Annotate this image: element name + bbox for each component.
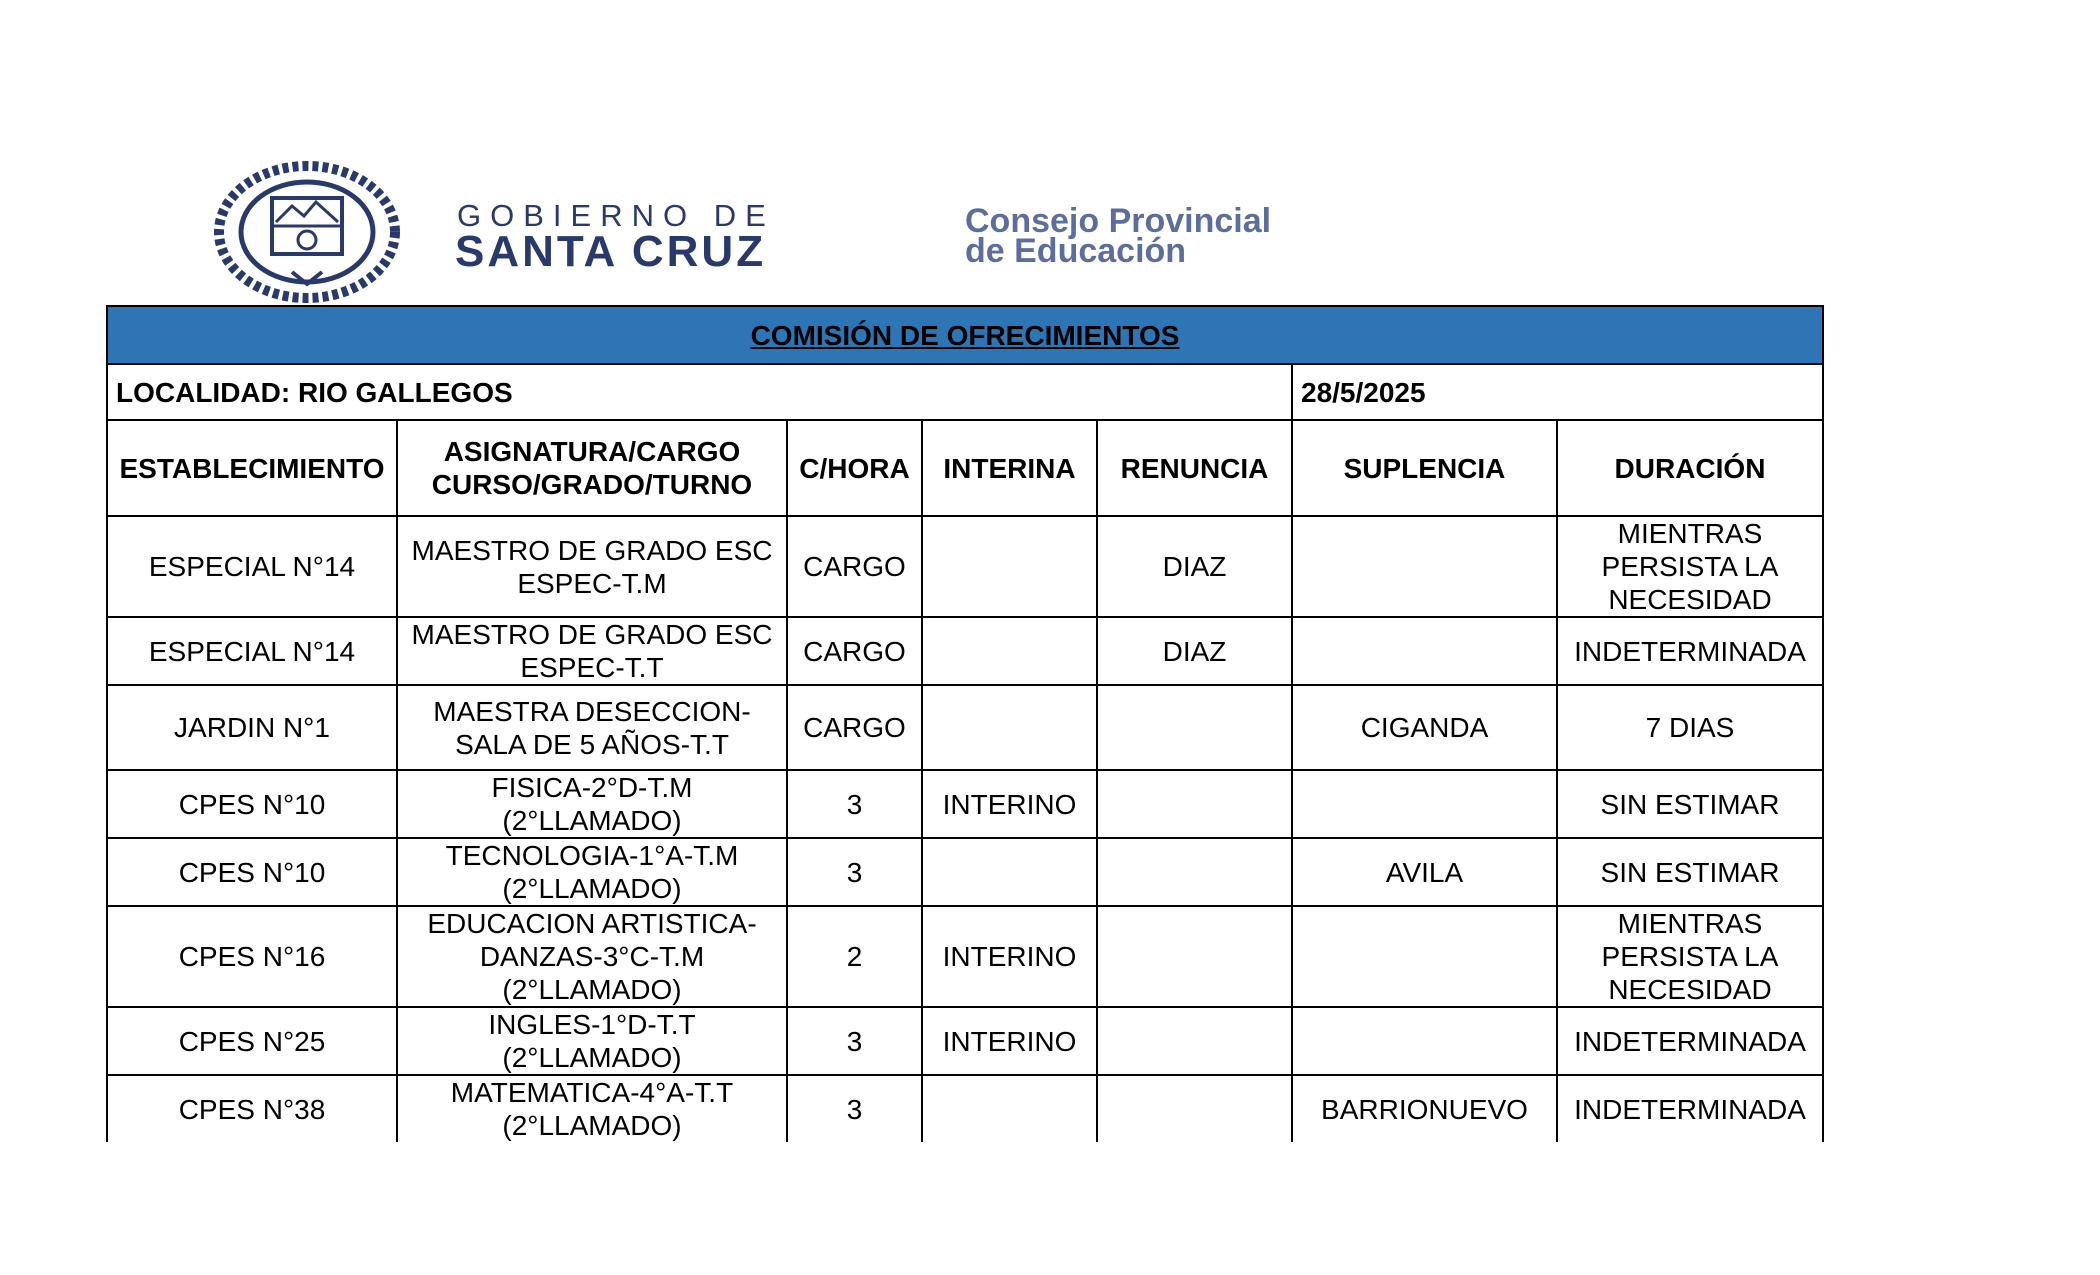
cell-chora: 2 xyxy=(787,906,922,1007)
cell-chora: CARGO xyxy=(787,617,922,685)
table-row xyxy=(107,1075,1823,1142)
offers-table xyxy=(106,305,1824,1142)
column-header-duracion: DURACIÓN xyxy=(1557,420,1823,516)
cell-chora: 3 xyxy=(787,838,922,906)
cell-chora: 3 xyxy=(787,1007,922,1075)
table-row xyxy=(107,838,1823,906)
cell-establecimiento: ESPECIAL N°14 xyxy=(107,617,397,685)
cell-establecimiento: CPES N°25 xyxy=(107,1007,397,1075)
cell-duracion: INDETERMINADA xyxy=(1557,1007,1823,1075)
cell-chora: 3 xyxy=(787,1075,922,1142)
column-header-interina: INTERINA xyxy=(922,420,1097,516)
cell-duracion: MIENTRAS PERSISTA LA NECESIDAD xyxy=(1557,906,1823,1007)
cell-renuncia: DIAZ xyxy=(1097,516,1292,617)
cell-establecimiento: CPES N°16 xyxy=(107,906,397,1007)
cell-renuncia xyxy=(1097,770,1292,838)
cell-establecimiento: CPES N°10 xyxy=(107,770,397,838)
cell-interina xyxy=(922,838,1097,906)
column-header-renuncia: RENUNCIA xyxy=(1097,420,1292,516)
cell-suplencia xyxy=(1292,617,1557,685)
cell-duracion: SIN ESTIMAR xyxy=(1557,838,1823,906)
sheet-title: COMISIÓN DE OFRECIMIENTOS xyxy=(107,306,1823,364)
cell-duracion: MIENTRAS PERSISTA LA NECESIDAD xyxy=(1557,516,1823,617)
cell-renuncia xyxy=(1097,906,1292,1007)
cell-establecimiento: CPES N°38 xyxy=(107,1075,397,1142)
cell-renuncia xyxy=(1097,1075,1292,1142)
cell-interina xyxy=(922,617,1097,685)
cell-suplencia: AVILA xyxy=(1292,838,1557,906)
column-header-row xyxy=(107,420,1823,516)
table-row xyxy=(107,685,1823,770)
cell-asignatura: EDUCACION ARTISTICA-DANZAS-3°C-T.M (2°LLAMADO) xyxy=(397,906,787,1007)
cell-suplencia xyxy=(1292,1007,1557,1075)
cell-suplencia xyxy=(1292,516,1557,617)
cell-asignatura: MAESTRO DE GRADO ESC ESPEC-T.M xyxy=(397,516,787,617)
cell-duracion: INDETERMINADA xyxy=(1557,617,1823,685)
sheet-date: 28/5/2025 xyxy=(1292,364,1823,420)
government-name-line2: SANTA CRUZ xyxy=(455,227,767,276)
cell-renuncia xyxy=(1097,685,1292,770)
cell-chora: 3 xyxy=(787,770,922,838)
column-header-establecimiento: ESTABLECIMIENTO xyxy=(107,420,397,516)
cell-suplencia: BARRIONUEVO xyxy=(1292,1075,1557,1142)
cell-asignatura: MAESTRO DE GRADO ESC ESPEC-T.T xyxy=(397,617,787,685)
cell-renuncia xyxy=(1097,1007,1292,1075)
council-name-line2: de Educación xyxy=(965,232,1187,270)
table-row xyxy=(107,906,1823,1007)
header-logos xyxy=(212,160,1412,310)
cell-suplencia xyxy=(1292,770,1557,838)
cell-establecimiento: CPES N°10 xyxy=(107,838,397,906)
locality-label: LOCALIDAD: RIO GALLEGOS xyxy=(107,364,1292,420)
cell-renuncia: DIAZ xyxy=(1097,617,1292,685)
column-header-asignatura: ASIGNATURA/CARGO CURSO/GRADO/TURNO xyxy=(397,420,787,516)
cell-asignatura: MATEMATICA-4°A-T.T (2°LLAMADO) xyxy=(397,1075,787,1142)
cell-interina: INTERINO xyxy=(922,1007,1097,1075)
cell-duracion: INDETERMINADA xyxy=(1557,1075,1823,1142)
cell-duracion: SIN ESTIMAR xyxy=(1557,770,1823,838)
table-row xyxy=(107,1007,1823,1075)
table-row xyxy=(107,516,1823,617)
cell-chora: CARGO xyxy=(787,516,922,617)
table-row xyxy=(107,770,1823,838)
cell-asignatura: FISICA-2°D-T.M (2°LLAMADO) xyxy=(397,770,787,838)
cell-suplencia: CIGANDA xyxy=(1292,685,1557,770)
cell-interina xyxy=(922,685,1097,770)
cell-establecimiento: ESPECIAL N°14 xyxy=(107,516,397,617)
cell-interina xyxy=(922,1075,1097,1142)
cell-asignatura: MAESTRA DESECCION-SALA DE 5 AÑOS-T.T xyxy=(397,685,787,770)
table-row xyxy=(107,617,1823,685)
cell-asignatura: TECNOLOGIA-1°A-T.M (2°LLAMADO) xyxy=(397,838,787,906)
column-header-chora: C/HORA xyxy=(787,420,922,516)
column-header-suplencia: SUPLENCIA xyxy=(1292,420,1557,516)
cell-interina: INTERINO xyxy=(922,906,1097,1007)
government-name-line1: GOBIERNO DE xyxy=(457,198,775,233)
province-seal-icon xyxy=(212,160,402,305)
cell-chora: CARGO xyxy=(787,685,922,770)
cell-interina: INTERINO xyxy=(922,770,1097,838)
cell-suplencia xyxy=(1292,906,1557,1007)
cell-renuncia xyxy=(1097,838,1292,906)
council-name-line1: Consejo Provincial xyxy=(965,202,1272,240)
cell-duracion: 7 DIAS xyxy=(1557,685,1823,770)
cell-interina xyxy=(922,516,1097,617)
cell-asignatura: INGLES-1°D-T.T (2°LLAMADO) xyxy=(397,1007,787,1075)
cell-establecimiento: JARDIN N°1 xyxy=(107,685,397,770)
